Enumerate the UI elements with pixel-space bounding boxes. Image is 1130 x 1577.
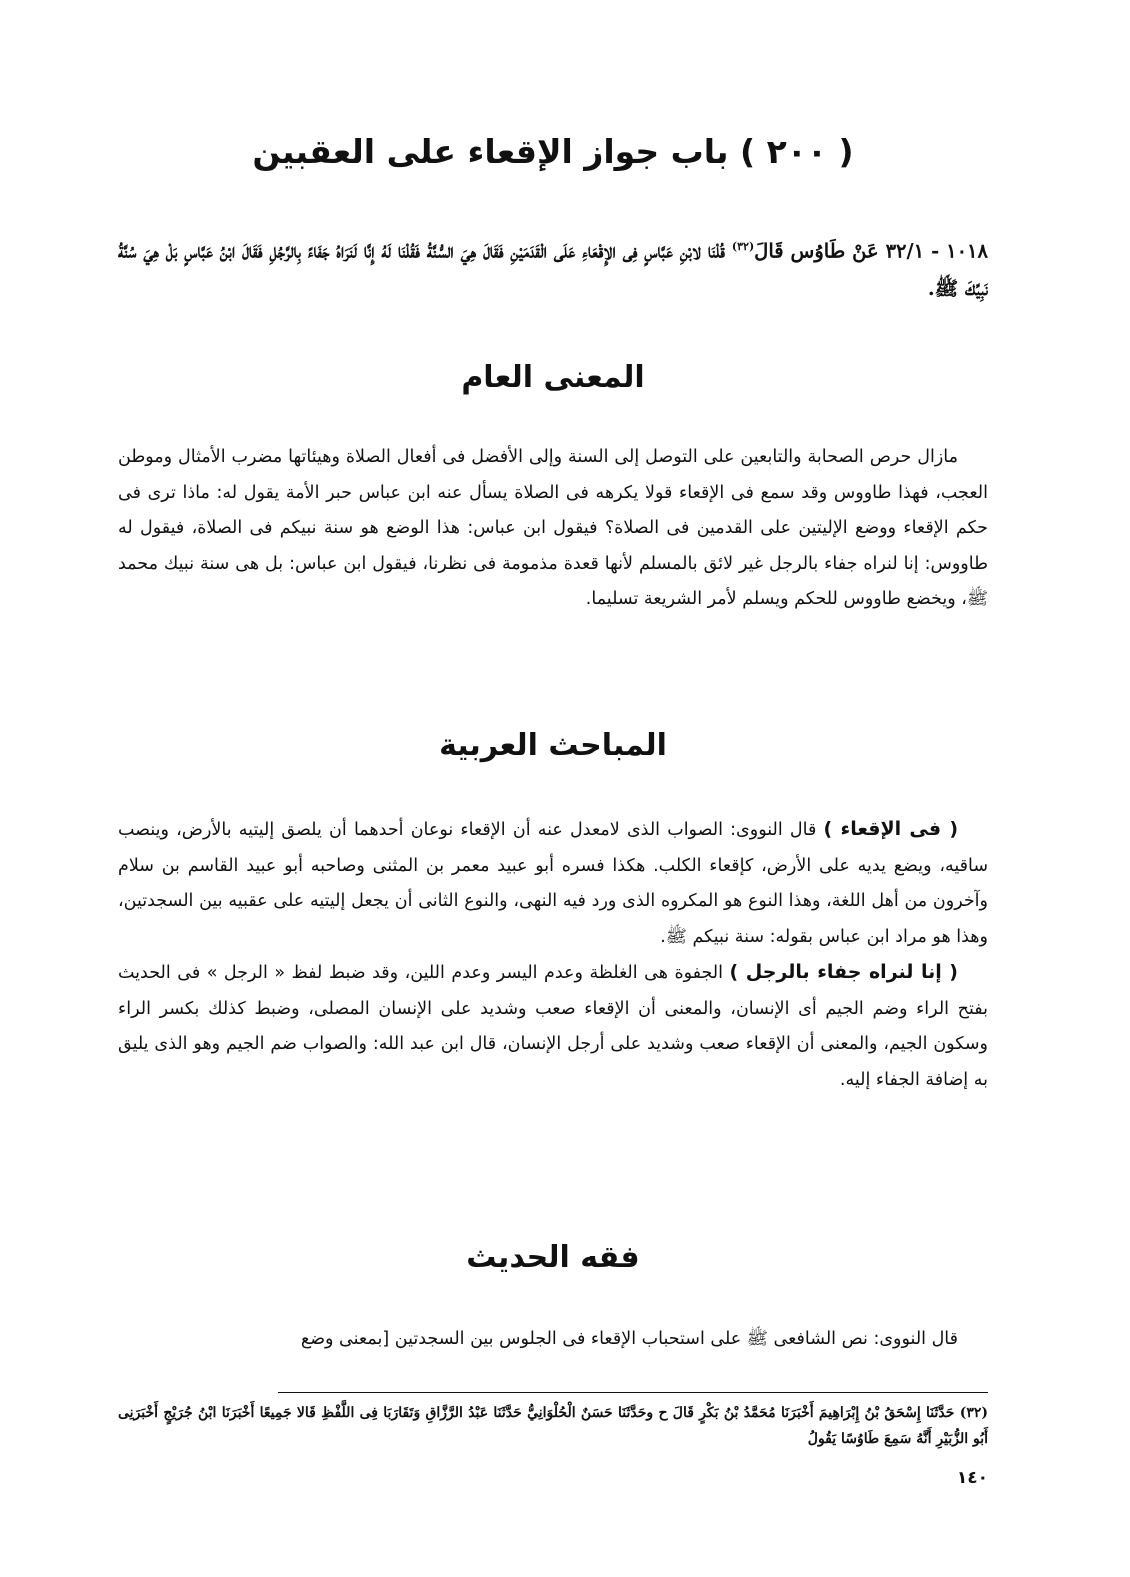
general-meaning-paragraph [118, 440, 988, 618]
chapter-title: ( ٢٠٠ ) باب جواز الإقعاء على العقبين [252, 132, 854, 171]
hadith-text [118, 228, 988, 307]
discussion-term-2: ( إنا لنراه جفاء بالرجل ) [729, 961, 958, 983]
section-arabic-discussions [118, 812, 988, 1098]
section-fiqh [118, 1322, 988, 1358]
footnote-reference[interactable]: (٣٢) [731, 240, 755, 253]
hadith-text-start: ١٠١٨ - ٣٢/١ عَنْ طَاوُس قَالَ [754, 239, 989, 263]
hadith-text-rest: قُلْنَا لابْنِ عَبَّاسٍ فِى الإِقْعَاءِ عَلَى الْقَدَمَيْنِ فَقَالَ هِيَ السُّنَّةُ فَقُلْنَا لَهُ إِنَّا لَنَرَاهُ جَفَاءً بِالرَّجُلِ فَقَالَ ابْنُ عَبَّاسٍ بَلْ هِيَ سُنَّةُ نَبِيِّكَ ﷺ. [118, 239, 988, 300]
page-number: ١٤٠ [956, 1468, 988, 1488]
heading-arabic-discussions: المباحث العربية [439, 728, 667, 763]
discussion-text-1: قال النووى: الصواب الذى لامعدل عنه أن الإقعاء نوعان أحدهما أن يلصق إليتيه بالأرض، وينصب ساقيه، ويضع يديه على الأرض، كإقعاء الكلب. هكذا فسره أبو عبيد معمر بن المثنى وصاحبه أبو عبيد القاسم بن سلام وآخرون من أهل اللغة، وهذا النوع هو المكروه الذى ورد فيه النهى، والنوع الثانى أن يجعل إليتيه على عقبيه بين السجدتين، وهذا هو مراد ابن عباس بقوله: سنة نبيكم ﷺ. [118, 820, 988, 947]
heading-fiqh: فقه الحديث [466, 1240, 640, 1275]
fiqh-paragraph [118, 1322, 988, 1358]
footnote-divider [278, 1392, 988, 1393]
fiqh-text: قال النووى: نص الشافعى ﷺ على استحباب الإقعاء فى الجلوس بين السجدتين [بمعنى وضع [300, 1329, 958, 1349]
discussion-text-2: الجفوة هى الغلظة وعدم اليسر وعدم اللين، وقد ضبط لفظ « الرجل » فى الحديث بفتح الراء وضم الجيم أى الإنسان، والمعنى أن الإقعاء صعب وشديد على الإنسان المصلى، وضبط كذلك بكسر الراء وسكون الجيم، والمعنى أن الإقعاء صعب وشديد على أرجل الإنسان، قال ابن عبد الله: والصواب ضم الجيم وهو الذى يليق به إضافة الجفاء إليه. [118, 963, 988, 1090]
general-meaning-text: مازال حرص الصحابة والتابعين على التوصل إلى السنة وإلى الأفضل فى أفعال الصلاة وهيئاتها مضرب الأمثال وموطن العجب، فهذا طاووس وقد سمع فى الإقعاء قولا يكرهه فى الصلاة يسأل عنه ابن عباس حبر الأمة يقول له: ماذا ترى فى حكم الإقعاء ووضع الإليتين على القدمين فى الصلاة؟ فيقول ابن عباس: هذا الوضع هو سنة نبيكم فى الصلاة، فيقول له طاووس: إنا لنراه جفاء بالرجل غير لائق بالمسلم لأنها قعدة مذمومة فى نظرنا، فيقول ابن عباس: بل هى سنة نبيك محمد ﷺ، ويخضع طاووس للحكم ويسلم لأمر الشريعة تسليما. [118, 447, 988, 609]
book-page [118, 110, 988, 1550]
section-general-meaning [118, 440, 988, 618]
footnote: (٣٢) حَدَّثَنَا إِسْحَقُ بْنُ إِبْرَاهِيمَ أَخْبَرَنَا مُحَمَّدُ بْنُ بَكْرٍ قَالَ ح وحَدَّثَنَا حَسَنٌ الْحُلْوَانِيُّ حَدَّثَنَا عَبْدُ الرَّزَّاقِ وَتَقَارَبَا فِى اللَّفْظِ قَالا جَمِيعًا أَخْبَرَنَا ابْنُ جُرَيْجٍ أَخْبَرَنِى أَبُو الزُّبَيْرِ أَنَّهُ سَمِعَ طَاوُسًا يَقُولُ [118, 1405, 989, 1447]
discussion-term-1: ( فى الإقعاء ) [823, 818, 958, 840]
discussion-paragraph-1 [118, 812, 988, 955]
discussion-paragraph-2 [118, 955, 988, 1098]
heading-general-meaning: المعنى العام [461, 360, 645, 395]
